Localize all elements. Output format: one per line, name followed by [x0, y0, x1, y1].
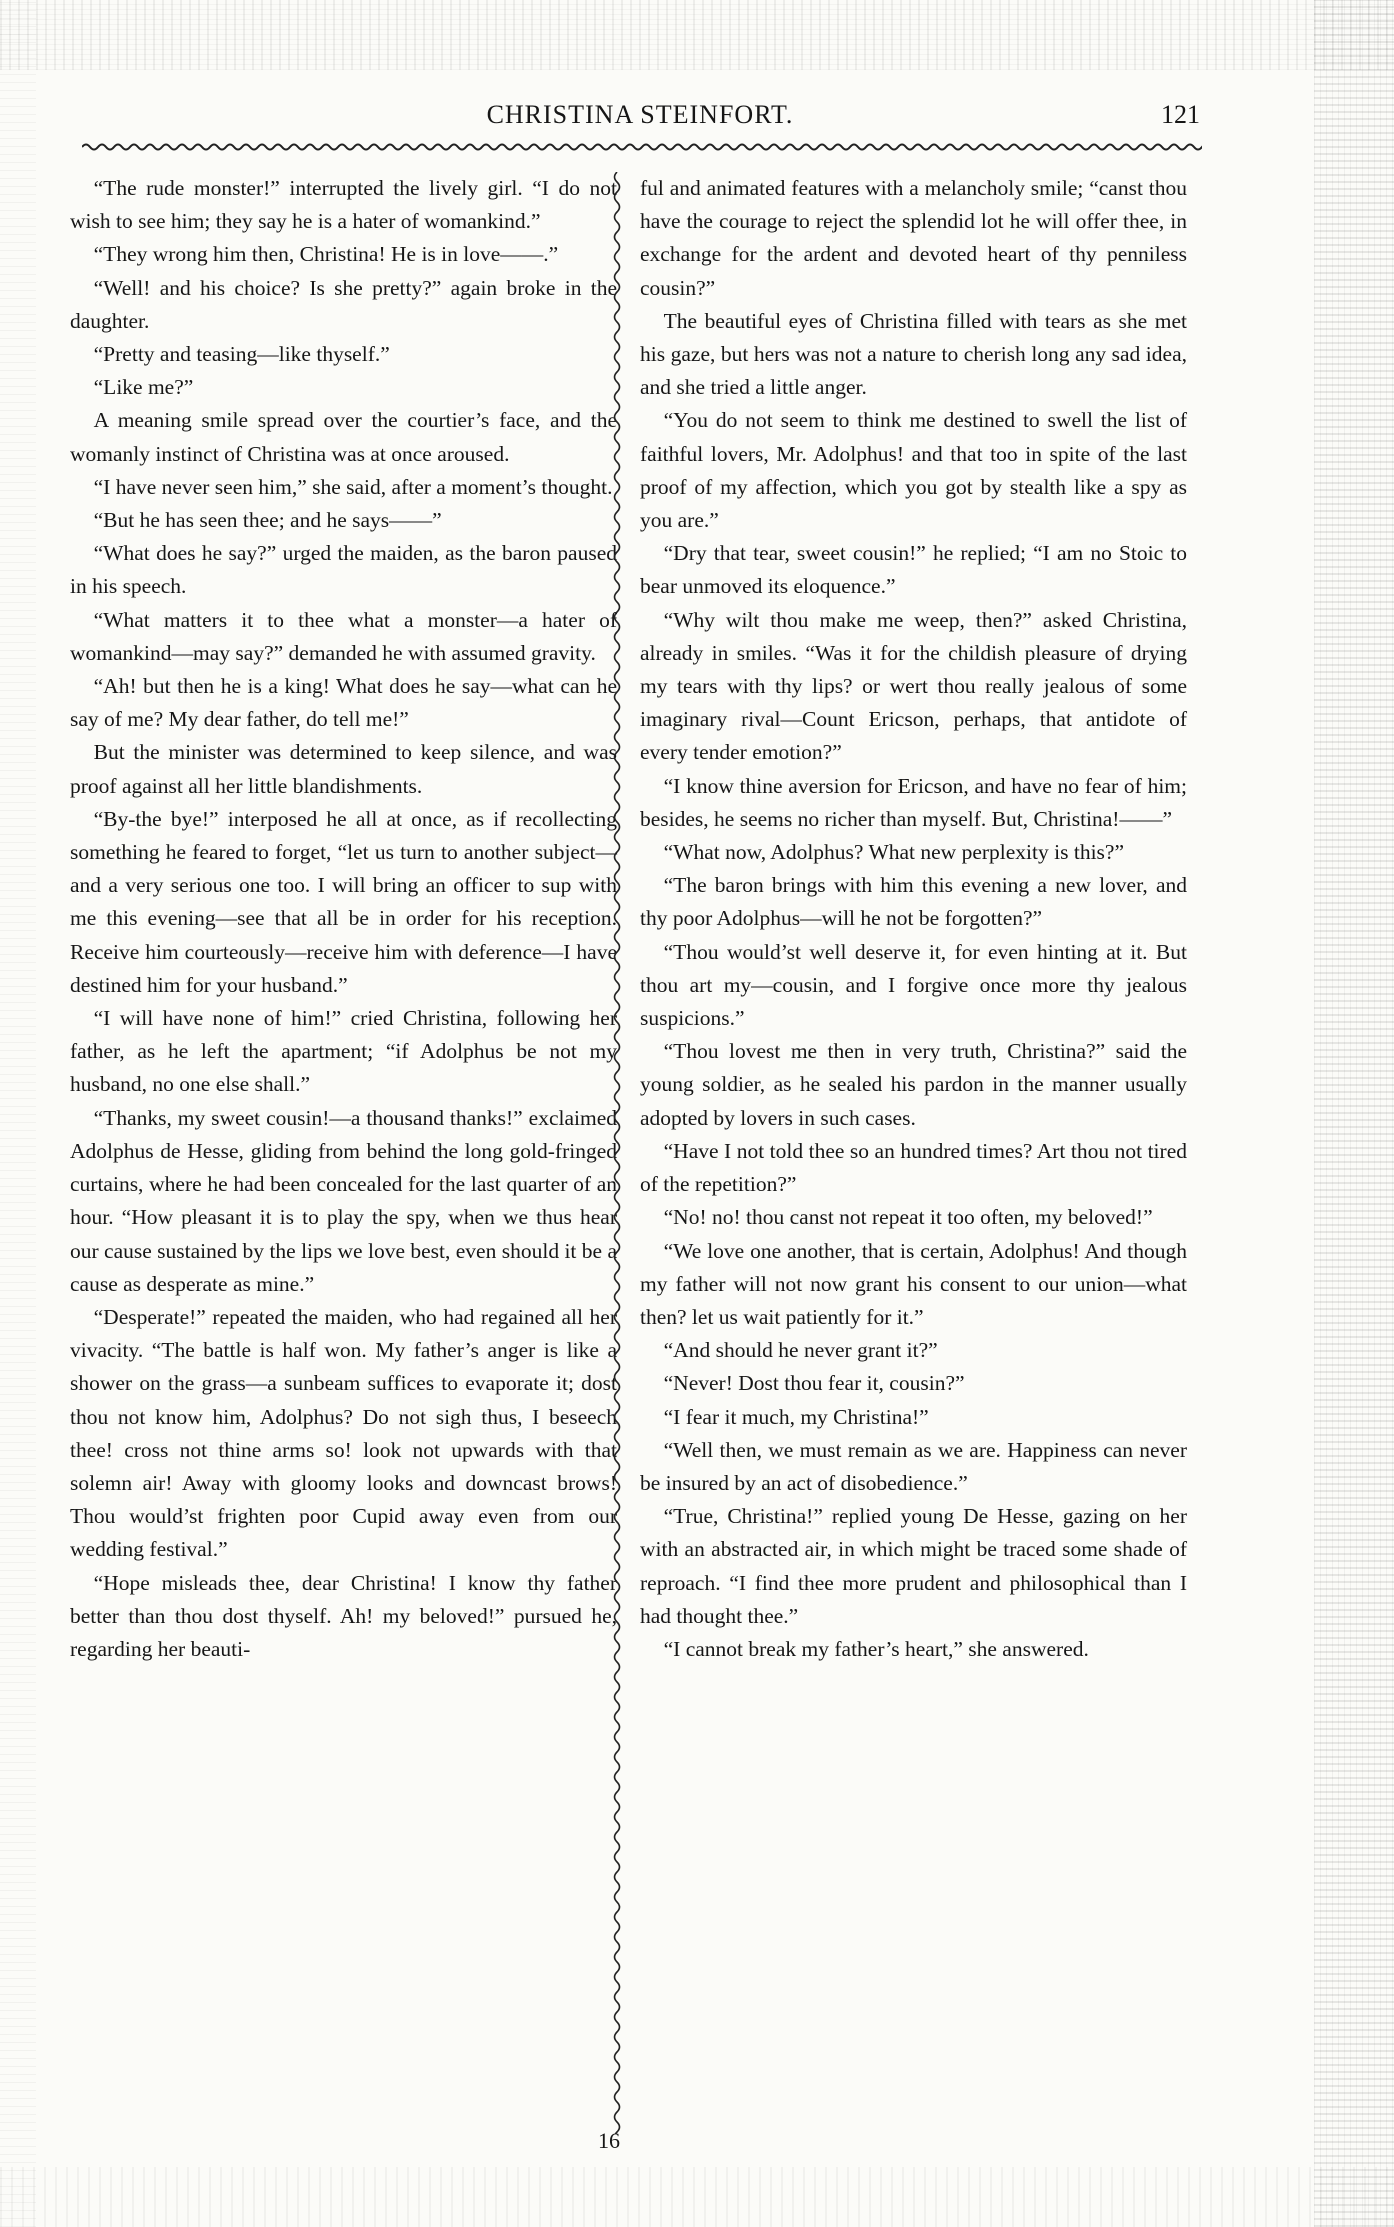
paragraph: “They wrong him then, Christina! He is in love——.”: [93, 242, 559, 267]
scan-noise-right: [1314, 0, 1394, 2227]
paragraph: “Why wilt thou make me weep, then?” asked Christina, already in smiles. “Was it for the childish pleasure of drying my tears with thy lips? or wert thou really jealous of some imaginary rival—Count Ericson, perhaps, that antidote of every tender emotion?”: [640, 607, 1187, 765]
paragraph: “What matters it to thee what a monster—a hater of womankind—may say?” demanded he with assumed gravity.: [70, 607, 617, 665]
paragraph: “I cannot break my father’s heart,” she answered.: [663, 1636, 1089, 1661]
paragraph: The beautiful eyes of Christina filled with tears as she met his gaze, but hers was not a nature to cherish long any sad idea, and she tried a little anger.: [640, 308, 1187, 400]
paragraph: “The baron brings with him this evening a new lover, and thy poor Adolphus—will he not be forgotten?”: [640, 873, 1187, 931]
page-number: 121: [1161, 100, 1200, 129]
paragraph: “I fear it much, my Christina!”: [663, 1404, 929, 1429]
paragraph: “I have never seen him,” she said, after a moment’s thought.: [93, 474, 613, 499]
paragraph: “Well then, we must remain as we are. Happiness can never be insured by an act of disobedience.”: [640, 1437, 1187, 1495]
paragraph: “The rude monster!” interrupted the lively girl. “I do not wish to see him; they say he is a hater of womankind.”: [70, 176, 617, 234]
paragraph: “Thou lovest me then in very truth, Christina?” said the young soldier, as he sealed his pardon in the manner usually adopted by lovers in such cases.: [640, 1039, 1187, 1130]
paragraph: “But he has seen thee; and he says——”: [93, 508, 442, 533]
running-title: CHRISTINA STEINFORT.: [486, 100, 794, 129]
paragraph: “Well! and his choice? Is she pretty?” again broke in the daughter.: [70, 275, 617, 333]
paragraph: “Like me?”: [93, 375, 194, 400]
paragraph: A meaning smile spread over the courtier’s face, and the womanly instinct of Christina was at once aroused.: [70, 408, 617, 466]
right-column: [640, 172, 1187, 1666]
paragraph: “I will have none of him!” cried Christina, following her father, as he left the apartment; “if Adolphus be not my husband, no one else shall.”: [70, 1006, 617, 1097]
header-wavy-rule: [82, 140, 1202, 154]
paragraph: “True, Christina!” replied young De Hesse, gazing on her with an abstracted air, in which might be traced some shade of reproach. “I find thee more prudent and philosophical than I had thought thee.”: [640, 1504, 1187, 1628]
scan-noise-left: [0, 0, 36, 2227]
paragraph: “Never! Dost thou fear it, cousin?”: [663, 1371, 965, 1396]
paragraph: “Thanks, my sweet cousin!—a thousand thanks!” exclaimed Adolphus de Hesse, gliding from behind the long gold-fringed curtains, where he had been concealed for the last quarter of an hour. “How pleasant it is to play the spy, when we thus hear our cause sustained by the lips we love best, even should it be a cause as desperate as mine.”: [70, 1105, 617, 1296]
column-divider-rule: [609, 172, 625, 2134]
paragraph: “I know thine aversion for Ericson, and have no fear of him; besides, he seems no richer than myself. But, Christina!——”: [640, 773, 1187, 831]
paragraph: ful and animated features with a melancholy smile; “canst thou have the courage to reject the splendid lot he will offer thee, in exchange for the ardent and devoted heart of thy penniless cousin?”: [640, 176, 1187, 300]
paragraph: “What does he say?” urged the maiden, as the baron paused in his speech.: [70, 541, 617, 599]
paragraph: “Hope misleads thee, dear Christina! I know thy father better than thou dost thyself. Ah! my beloved!” pursued he, regarding her beauti-: [70, 1570, 617, 1661]
paragraph: “Pretty and teasing—like thyself.”: [93, 342, 390, 367]
paragraph: “We love one another, that is certain, Adolphus! And though my father will not now grant his consent to our union—what then? let us wait patiently for it.”: [640, 1238, 1187, 1329]
paragraph: “Dry that tear, sweet cousin!” he replied; “I am no Stoic to bear unmoved its eloquence.”: [640, 541, 1187, 599]
paragraph: “Have I not told thee so an hundred times? Art thou not tired of the repetition?”: [640, 1138, 1187, 1197]
left-column: [70, 172, 617, 1666]
paragraph: “Thou would’st well deserve it, for even hinting at it. But thou art my—cousin, and I forgive once more thy jealous suspicions.”: [640, 939, 1187, 1031]
paragraph: “No! no! thou canst not repeat it too often, my beloved!”: [663, 1205, 1153, 1230]
paragraph: “What now, Adolphus? What new perplexity is this?”: [663, 840, 1124, 865]
signature-mark: 16: [598, 2128, 620, 2153]
paragraph: But the minister was determined to keep silence, and was proof against all her little blandishments.: [70, 740, 617, 798]
paragraph: “Desperate!” repeated the maiden, who had regained all her vivacity. “The battle is half won. My father’s anger is like a shower on the grass—a sunbeam suffices to evaporate it; dost thou not know him, Adolphus? Do not sigh thus, I beseech thee! cross not thine arms so! look not upwards with that solemn air! Away with gloomy looks and downcast brows! Thou would’st frighten poor Cupid away even from our wedding festival.”: [70, 1304, 617, 1562]
paragraph: “You do not seem to think me destined to swell the list of faithful lovers, Mr. Adolphus! and that too in spite of the last proof of my affection, which you got by stealth like a spy as you are.”: [640, 408, 1187, 533]
scan-noise-bottom: [0, 2167, 1394, 2227]
paragraph: “By-the bye!” interposed he all at once, as if recollecting something he feared to forget, “let us turn to another subject—and a very serious one too. I will bring an officer to sup with me this evening—see that all be in order for his reception. Receive him courteously—receive him with deference—I have destined him for your husband.”: [70, 806, 617, 997]
paragraph: “Ah! but then he is a king! What does he say—what can he say of me? My dear father, do tell me!”: [70, 674, 617, 732]
scan-noise-top: [0, 0, 1394, 70]
page-header: [80, 100, 1200, 140]
paragraph: “And should he never grant it?”: [663, 1338, 938, 1363]
